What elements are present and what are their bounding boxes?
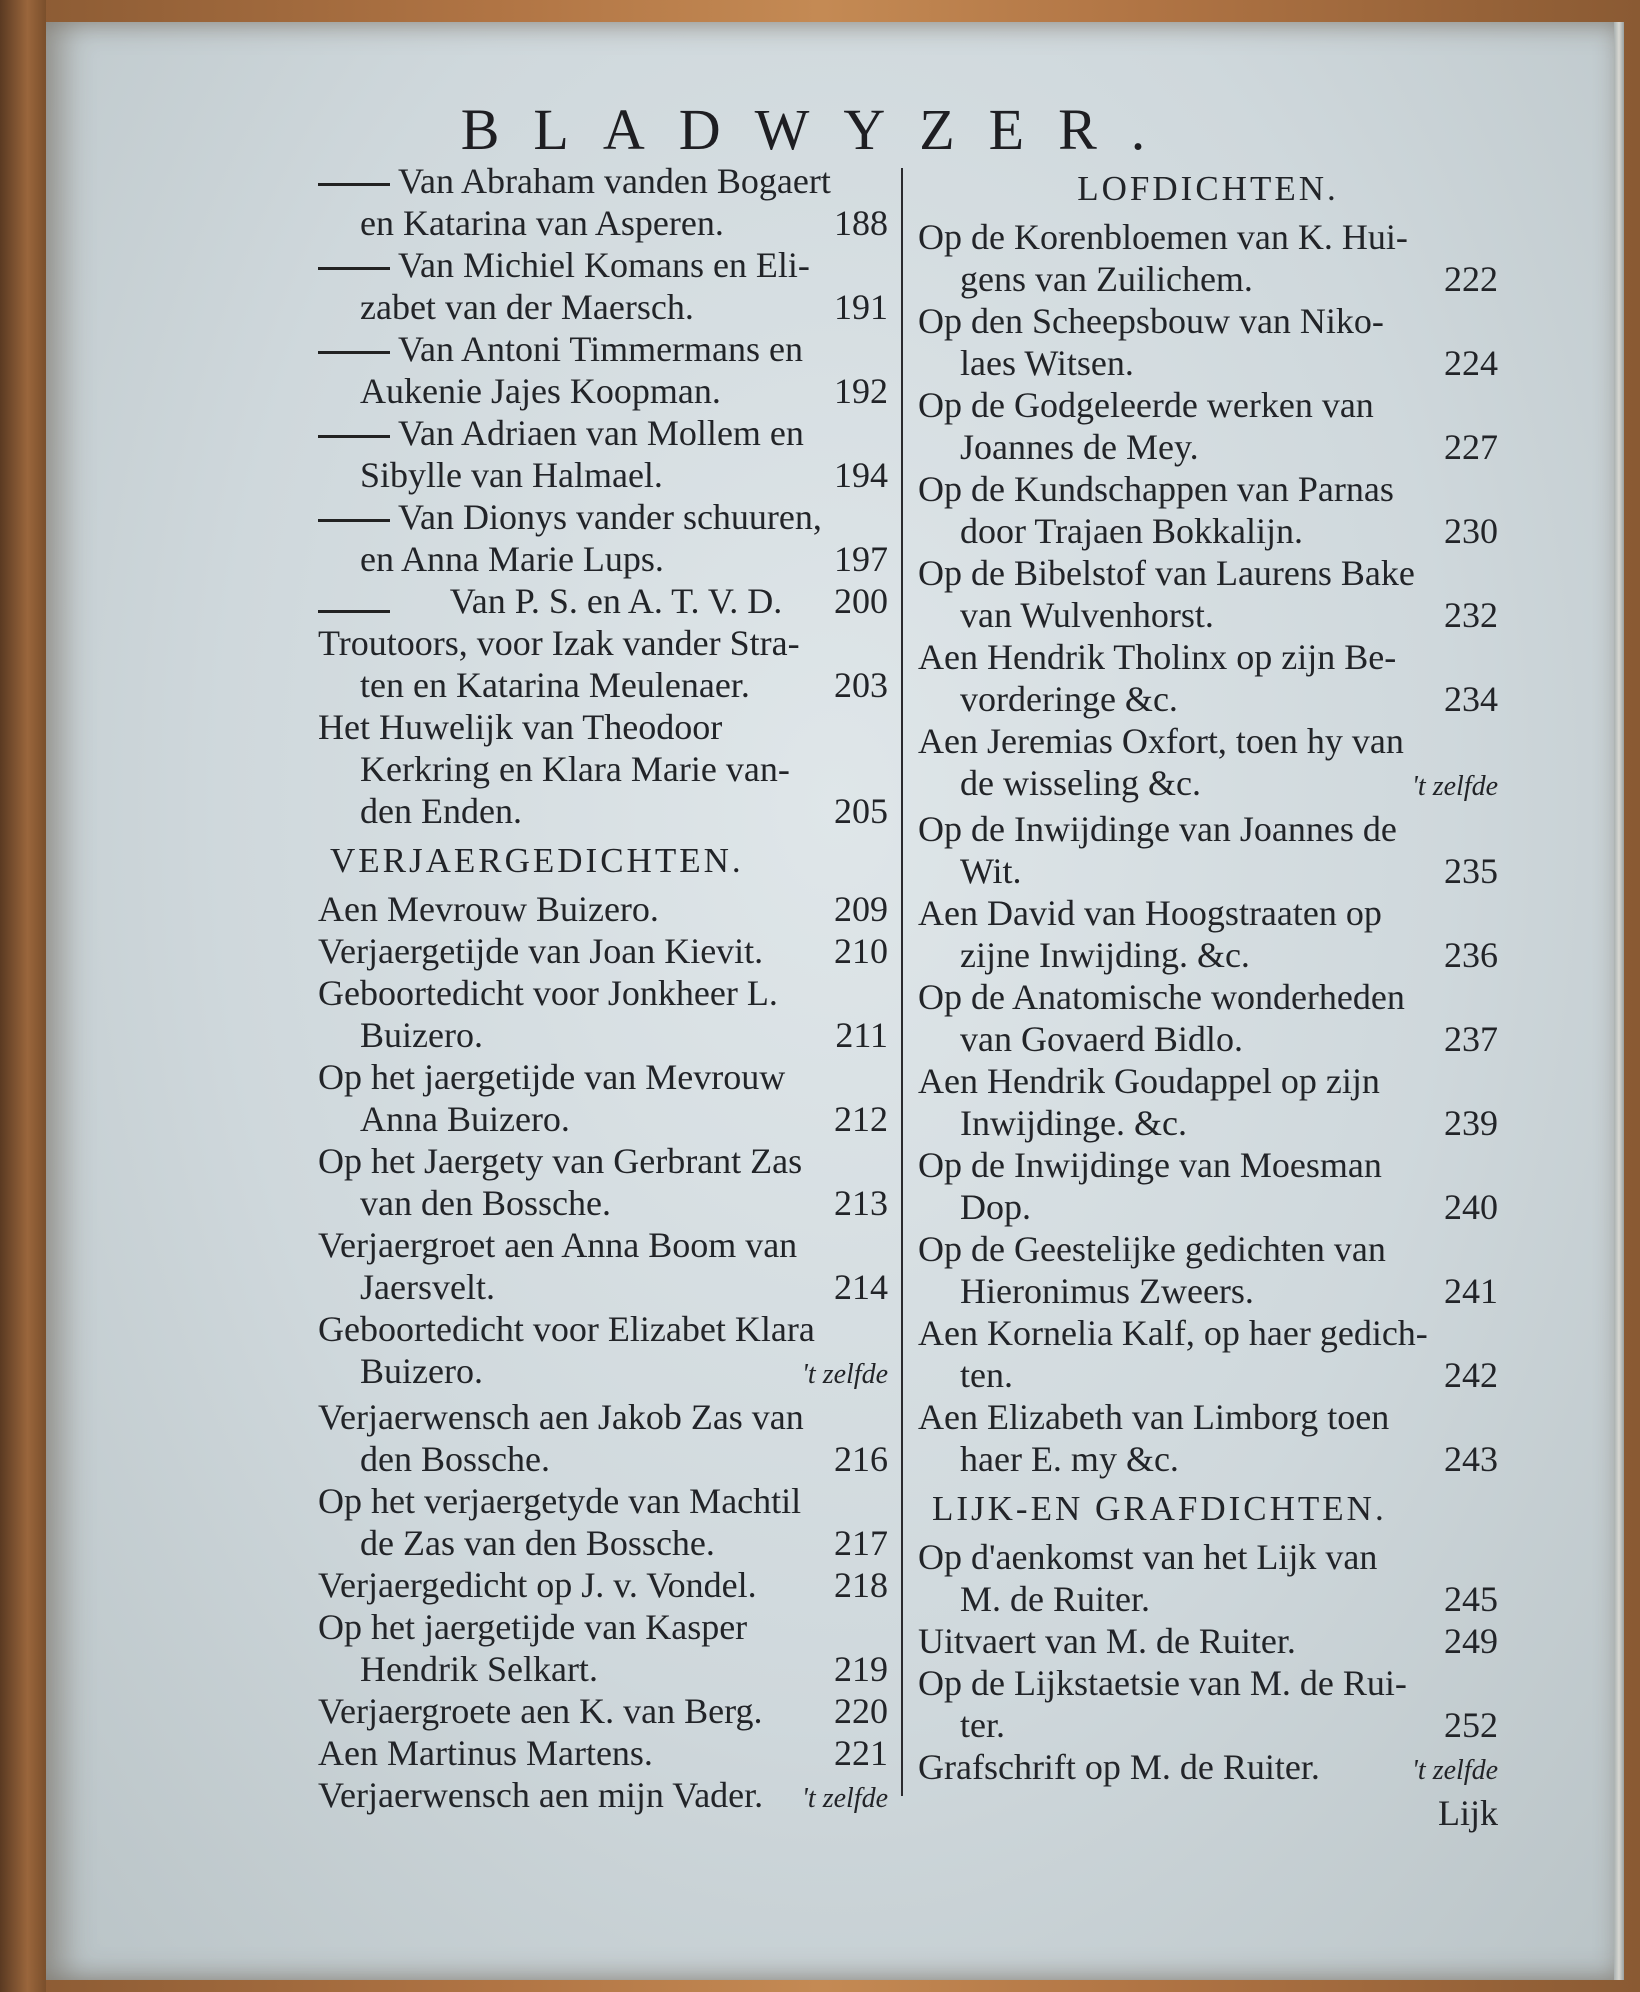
entry-last-line bbox=[918, 1018, 1498, 1060]
entry-title-text: Verjaergetijde van Joan Kievit. bbox=[318, 931, 764, 971]
ditto-dash bbox=[318, 267, 390, 270]
entry-title-text: vorderinge &c. bbox=[960, 679, 1178, 719]
entry-line bbox=[918, 1144, 1498, 1186]
entry-title-text: den Enden. bbox=[360, 791, 522, 831]
index-entry bbox=[318, 1224, 888, 1308]
entry-title-text: Verjaerwensch aen mijn Vader. bbox=[318, 1775, 764, 1815]
entry-last-line bbox=[918, 850, 1498, 892]
entry-title-text: Grafschrift op M. de Ruiter. bbox=[918, 1747, 1320, 1787]
entry-title-text: Verjaergroete aen K. van Berg. bbox=[318, 1691, 763, 1731]
entry-title-text: Het Huwelijk van Theodoor bbox=[318, 707, 723, 747]
entry-last-line bbox=[318, 370, 888, 412]
index-entry bbox=[918, 300, 1498, 384]
index-entry bbox=[918, 552, 1498, 636]
page-number: 237 bbox=[1444, 1019, 1498, 1059]
entry-title-text: Anna Buizero. bbox=[360, 1099, 570, 1139]
catchword: Lijk bbox=[1438, 1793, 1498, 1833]
ditto-dash bbox=[318, 519, 390, 522]
entry-line bbox=[318, 412, 888, 454]
page-number: 213 bbox=[834, 1183, 888, 1223]
entry-last-line bbox=[318, 1648, 888, 1690]
entry-last-line bbox=[918, 678, 1498, 720]
index-entry bbox=[318, 328, 888, 412]
entry-last-line bbox=[318, 664, 888, 706]
entry-title-text: Aen Hendrik Tholinx op zijn Be- bbox=[918, 637, 1397, 677]
entry-last-line bbox=[318, 454, 888, 496]
entry-title-text: Aukenie Jajes Koopman. bbox=[360, 371, 721, 411]
entry-title-text: Aen Kornelia Kalf, op haer gedich- bbox=[918, 1313, 1428, 1353]
page-number: 220 bbox=[834, 1691, 888, 1731]
index-entry bbox=[318, 1564, 888, 1606]
entry-title-text: Van Antoni Timmermans en bbox=[398, 329, 804, 369]
entry-title-text: Op het jaergetijde van Kasper bbox=[318, 1607, 748, 1647]
entry-title-text: Verjaergedicht op J. v. Vondel. bbox=[318, 1565, 757, 1605]
index-entry bbox=[318, 622, 888, 706]
entry-title-text: van Govaerd Bidlo. bbox=[960, 1019, 1243, 1059]
entry-title-text: Dop. bbox=[960, 1187, 1031, 1227]
page-number: 191 bbox=[834, 287, 888, 327]
page-number: 209 bbox=[834, 889, 888, 929]
page-number: 232 bbox=[1444, 595, 1498, 635]
entry-title-text: Van Dionys vander schuuren, bbox=[398, 497, 822, 537]
page-number: 200 bbox=[834, 581, 888, 621]
page-number: 252 bbox=[1444, 1705, 1498, 1745]
entry-line bbox=[318, 160, 888, 202]
entry-line bbox=[318, 244, 888, 286]
entry-last-line bbox=[918, 342, 1498, 384]
index-entry bbox=[918, 1396, 1498, 1480]
entry-line bbox=[918, 976, 1498, 1018]
entry-title-text: Op het jaergetijde van Mevrouw bbox=[318, 1057, 786, 1097]
entry-title-text: ter. bbox=[960, 1705, 1005, 1745]
entry-title-text: Op het verjaergetyde van Machtil bbox=[318, 1481, 802, 1521]
page-number: 212 bbox=[834, 1099, 888, 1139]
book-spine bbox=[0, 0, 46, 1992]
entry-title-text: en Katarina van Asperen. bbox=[360, 203, 724, 243]
entry-line bbox=[918, 720, 1498, 762]
entry-title-text: ten en Katarina Meulenaer. bbox=[360, 665, 750, 705]
entry-last-line bbox=[318, 1098, 888, 1140]
entry-title-text: zijne Inwijding. &c. bbox=[960, 935, 1250, 975]
entry-title-text: Van Michiel Komans en Eli- bbox=[398, 245, 810, 285]
entry-title-text: Op de Godgeleerde werken van bbox=[918, 385, 1374, 425]
entry-title-text: Op de Bibelstof van Laurens Bake bbox=[918, 553, 1415, 593]
page-number: 227 bbox=[1444, 427, 1498, 467]
index-entry bbox=[918, 1228, 1498, 1312]
entry-last-line bbox=[318, 1690, 888, 1732]
entry-last-line bbox=[918, 762, 1498, 808]
entry-last-line bbox=[918, 258, 1498, 300]
entry-last-line bbox=[318, 888, 888, 930]
entry-title-text: Troutoors, voor Izak vander Stra- bbox=[318, 623, 800, 663]
entry-last-line bbox=[318, 930, 888, 972]
index-entry bbox=[918, 1662, 1498, 1746]
entry-last-line bbox=[318, 1774, 888, 1820]
page-number: 241 bbox=[1444, 1271, 1498, 1311]
entry-title-text: den Bossche. bbox=[360, 1439, 550, 1479]
page-number: 221 bbox=[834, 1733, 888, 1773]
entry-title-text: Verjaerwensch aen Jakob Zas van bbox=[318, 1397, 804, 1437]
index-entry bbox=[918, 216, 1498, 300]
entry-title-text: gens van Zuilichem. bbox=[960, 259, 1253, 299]
entry-line bbox=[918, 1228, 1498, 1270]
page-number: 235 bbox=[1444, 851, 1498, 891]
page-number: 217 bbox=[834, 1523, 888, 1563]
page-number: 210 bbox=[834, 931, 888, 971]
entry-line bbox=[318, 1480, 888, 1522]
entry-last-line bbox=[918, 510, 1498, 552]
index-entry bbox=[318, 930, 888, 972]
entry-last-line bbox=[318, 790, 888, 832]
index-entry bbox=[318, 706, 888, 832]
entry-title-text: laes Witsen. bbox=[960, 343, 1134, 383]
entry-title-text: Hendrik Selkart. bbox=[360, 1649, 598, 1689]
entry-last-line bbox=[318, 538, 888, 580]
left-column bbox=[318, 160, 888, 1820]
entry-last-line bbox=[318, 1266, 888, 1308]
entry-last-line bbox=[318, 1522, 888, 1564]
entry-title-text: zabet van der Maersch. bbox=[360, 287, 694, 327]
entry-title-text: Kerkring en Klara Marie van- bbox=[360, 749, 790, 789]
index-entry bbox=[318, 1308, 888, 1396]
entry-title-text: Op het Jaergety van Gerbrant Zas bbox=[318, 1141, 803, 1181]
index-entry bbox=[918, 384, 1498, 468]
entry-title-text: Jaersvelt. bbox=[360, 1267, 495, 1307]
index-entry bbox=[318, 580, 888, 622]
entry-title-text: Wit. bbox=[960, 851, 1022, 891]
index-entry bbox=[918, 720, 1498, 808]
entry-title-text: Buizero. bbox=[360, 1015, 483, 1055]
right-entries-grafdichten bbox=[918, 1536, 1498, 1792]
entry-last-line bbox=[318, 580, 888, 622]
entry-last-line bbox=[318, 1182, 888, 1224]
entry-title-text: Sibylle van Halmael. bbox=[360, 455, 663, 495]
page-number: 224 bbox=[1444, 343, 1498, 383]
section-heading-lijk-en-grafdichten: LIJK-EN GRAFDICHTEN. bbox=[932, 1489, 1387, 1528]
entry-title-text: Hieronimus Zweers. bbox=[960, 1271, 1254, 1311]
entry-title-text: M. de Ruiter. bbox=[960, 1579, 1150, 1619]
entry-title-text: Uitvaert van M. de Ruiter. bbox=[918, 1621, 1296, 1661]
index-entry bbox=[318, 1480, 888, 1564]
entry-title-text: Aen David van Hoogstraaten op bbox=[918, 893, 1382, 933]
entry-title-text: Op de Inwijdinge van Moesman bbox=[918, 1145, 1382, 1185]
page-number: 230 bbox=[1444, 511, 1498, 551]
entry-line bbox=[318, 622, 888, 664]
entry-title-text: Geboortedicht voor Elizabet Klara bbox=[318, 1309, 815, 1349]
entry-title-text: Op den Scheepsbouw van Niko- bbox=[918, 301, 1384, 341]
page-number: 242 bbox=[1444, 1355, 1498, 1395]
index-entry bbox=[318, 1606, 888, 1690]
entry-title-text: Aen Mevrouw Buizero. bbox=[318, 889, 659, 929]
page-number: 219 bbox=[834, 1649, 888, 1689]
entry-line bbox=[318, 1140, 888, 1182]
entry-title-text: Aen Martinus Martens. bbox=[318, 1733, 653, 1773]
entry-line bbox=[918, 216, 1498, 258]
entry-title-text: Aen Hendrik Goudappel op zijn bbox=[918, 1061, 1380, 1101]
right-entries-lofdichten bbox=[918, 216, 1498, 1480]
index-entry bbox=[918, 976, 1498, 1060]
entry-last-line bbox=[918, 1746, 1498, 1792]
page-number: 218 bbox=[834, 1565, 888, 1605]
page-number: 249 bbox=[1444, 1621, 1498, 1661]
page-number: 188 bbox=[834, 203, 888, 243]
entry-last-line bbox=[318, 286, 888, 328]
entry-title-text: Van Abraham vanden Bogaert bbox=[398, 161, 831, 201]
page-number: 203 bbox=[834, 665, 888, 705]
entry-last-line bbox=[918, 426, 1498, 468]
left-entries bbox=[318, 160, 888, 832]
entry-title-text: ten. bbox=[960, 1355, 1013, 1395]
index-entry bbox=[318, 1056, 888, 1140]
entry-title-text: en Anna Marie Lups. bbox=[360, 539, 664, 579]
entry-line bbox=[318, 1224, 888, 1266]
entry-last-line bbox=[918, 1186, 1498, 1228]
entry-line bbox=[918, 300, 1498, 342]
entry-last-line bbox=[318, 1350, 888, 1396]
entry-line bbox=[918, 468, 1498, 510]
entry-last-line bbox=[918, 934, 1498, 976]
entry-title-text: van den Bossche. bbox=[360, 1183, 611, 1223]
entry-title-text: Van Adriaen van Mollem en bbox=[398, 413, 804, 453]
entry-line bbox=[318, 1606, 888, 1648]
right-column bbox=[918, 160, 1498, 1834]
entry-line bbox=[918, 1312, 1498, 1354]
page-number: 192 bbox=[834, 371, 888, 411]
entry-title-text: de Zas van den Bossche. bbox=[360, 1523, 715, 1563]
entry-last-line bbox=[318, 202, 888, 244]
index-entry bbox=[318, 244, 888, 328]
page-number: 214 bbox=[834, 1267, 888, 1307]
page-number: 205 bbox=[834, 791, 888, 831]
entry-last-line bbox=[918, 1354, 1498, 1396]
section-heading-verjaergedichten: VERJAERGEDICHTEN. bbox=[330, 841, 744, 880]
entry-last-line bbox=[918, 594, 1498, 636]
index-entry bbox=[918, 1312, 1498, 1396]
entry-title-text: de wisseling &c. bbox=[960, 763, 1201, 803]
page-number: 236 bbox=[1444, 935, 1498, 975]
entry-last-line bbox=[918, 1578, 1498, 1620]
page-number: 222 bbox=[1444, 259, 1498, 299]
index-entry bbox=[318, 1140, 888, 1224]
entry-line bbox=[918, 636, 1498, 678]
entry-title-text: Op de Korenbloemen van K. Hui- bbox=[918, 217, 1408, 257]
entry-last-line bbox=[918, 1102, 1498, 1144]
index-entry bbox=[918, 1746, 1498, 1792]
page-number: 234 bbox=[1444, 679, 1498, 719]
entry-last-line bbox=[318, 1014, 888, 1056]
page-number: 't zelfde bbox=[801, 1783, 888, 1814]
entry-title-text: van Wulvenhorst. bbox=[960, 595, 1214, 635]
index-entry bbox=[918, 636, 1498, 720]
entry-last-line bbox=[318, 1564, 888, 1606]
left-entries-verjaergedichten bbox=[318, 888, 888, 1820]
page-number: 194 bbox=[834, 455, 888, 495]
entry-last-line bbox=[318, 1732, 888, 1774]
index-entry bbox=[318, 1690, 888, 1732]
index-entry bbox=[318, 160, 888, 244]
index-entry bbox=[918, 1060, 1498, 1144]
entry-title-text: Aen Elizabeth van Limborg toen bbox=[918, 1397, 1390, 1437]
entry-line bbox=[318, 748, 888, 790]
entry-line bbox=[918, 808, 1498, 850]
entry-line bbox=[318, 1308, 888, 1350]
entry-line bbox=[918, 1662, 1498, 1704]
index-entry bbox=[918, 468, 1498, 552]
entry-title-text: door Trajaen Bokkalijn. bbox=[960, 511, 1303, 551]
entry-line bbox=[318, 496, 888, 538]
entry-title-text: Geboortedicht voor Jonkheer L. bbox=[318, 973, 778, 1013]
index-entry bbox=[918, 1144, 1498, 1228]
page-number: 245 bbox=[1444, 1579, 1498, 1619]
index-entry bbox=[318, 1774, 888, 1820]
entry-title-text: Op de Geestelijke gedichten van bbox=[918, 1229, 1386, 1269]
index-entry bbox=[318, 972, 888, 1056]
page-number: 197 bbox=[834, 539, 888, 579]
entry-title-text: Inwijdinge. &c. bbox=[960, 1103, 1187, 1143]
entry-title-text: Op de Kundschappen van Parnas bbox=[918, 469, 1394, 509]
page-number: 't zelfde bbox=[801, 1359, 888, 1390]
ditto-dash bbox=[318, 351, 390, 354]
index-entry bbox=[918, 892, 1498, 976]
entry-line bbox=[318, 972, 888, 1014]
page-number: 216 bbox=[834, 1439, 888, 1479]
entry-title-text: Aen Jeremias Oxfort, toen hy van bbox=[918, 721, 1404, 761]
ditto-dash bbox=[318, 610, 390, 613]
page-number: 243 bbox=[1444, 1439, 1498, 1479]
entry-line bbox=[318, 706, 888, 748]
page-number: 't zelfde bbox=[1411, 771, 1498, 802]
index-entry bbox=[318, 496, 888, 580]
index-entry bbox=[318, 412, 888, 496]
entry-title-text: Joannes de Mey. bbox=[960, 427, 1199, 467]
entry-title-text: Van P. S. en A. T. V. D. bbox=[449, 581, 783, 621]
entry-title-text: Op de Lijkstaetsie van M. de Rui- bbox=[918, 1663, 1407, 1703]
page-number: 240 bbox=[1444, 1187, 1498, 1227]
entry-line bbox=[318, 1056, 888, 1098]
index-entry bbox=[318, 1732, 888, 1774]
entry-last-line bbox=[918, 1438, 1498, 1480]
page-edge bbox=[1614, 22, 1624, 1980]
entry-line bbox=[918, 552, 1498, 594]
entry-title-text: haer E. my &c. bbox=[960, 1439, 1179, 1479]
page-heading: BLADWYZER. bbox=[460, 97, 1180, 162]
entry-line bbox=[918, 892, 1498, 934]
entry-last-line bbox=[918, 1704, 1498, 1746]
page-number: 239 bbox=[1444, 1103, 1498, 1143]
entry-title-text: Op d'aenkomst van het Lijk van bbox=[918, 1537, 1378, 1577]
entry-title-text: Op de Inwijdinge van Joannes de bbox=[918, 809, 1397, 849]
index-entry bbox=[918, 1620, 1498, 1662]
entry-last-line bbox=[918, 1270, 1498, 1312]
entry-line bbox=[918, 384, 1498, 426]
entry-title-text: Verjaergroet aen Anna Boom van bbox=[318, 1225, 798, 1265]
index-entry bbox=[318, 1396, 888, 1480]
entry-last-line bbox=[918, 1620, 1498, 1662]
index-entry bbox=[918, 1536, 1498, 1620]
ditto-dash bbox=[318, 435, 390, 438]
entry-line bbox=[918, 1060, 1498, 1102]
entry-line bbox=[318, 328, 888, 370]
entry-title-text: Buizero. bbox=[360, 1351, 483, 1391]
column-divider bbox=[901, 168, 903, 1796]
page-number: 211 bbox=[835, 1015, 888, 1055]
entry-title-text: Op de Anatomische wonderheden bbox=[918, 977, 1405, 1017]
entry-line bbox=[318, 1396, 888, 1438]
entry-line bbox=[918, 1536, 1498, 1578]
page-number: 't zelfde bbox=[1411, 1755, 1498, 1786]
ditto-dash bbox=[318, 183, 390, 186]
entry-line bbox=[918, 1396, 1498, 1438]
index-entry bbox=[918, 808, 1498, 892]
entry-last-line bbox=[318, 1438, 888, 1480]
index-entry bbox=[318, 888, 888, 930]
section-heading-lofdichten: LOFDICHTEN. bbox=[1077, 169, 1339, 208]
